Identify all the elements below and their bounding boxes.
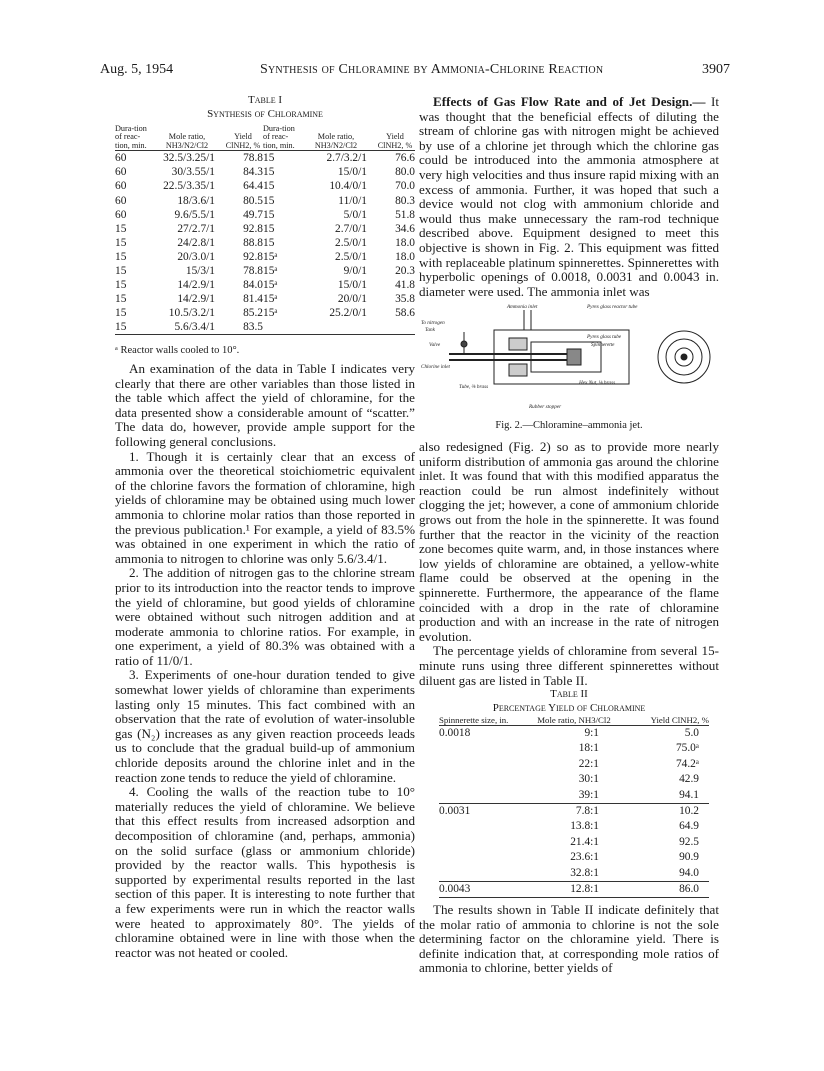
table-cell — [439, 819, 529, 834]
table-cell: 18.0 — [395, 236, 415, 249]
table-cell: 10.4/0/1 — [329, 180, 367, 193]
table-cell: 84.3 — [243, 166, 263, 179]
table-cell: 60 — [115, 208, 127, 221]
table-row — [115, 151, 415, 166]
table-cell: 90.9 — [679, 851, 699, 864]
table1-header-mole-ratio: Mole ratio, NH3/N2/Cl2 — [165, 132, 209, 150]
table-cell: 49.7 — [243, 208, 263, 221]
table-cell: 15 — [115, 236, 127, 249]
table1 — [115, 125, 415, 335]
table-row — [115, 264, 415, 278]
table-cell: 64.9 — [679, 820, 699, 833]
header-date: Aug. 5, 1954 — [100, 62, 174, 77]
table-cell: 92.8 — [243, 250, 263, 263]
table-row — [439, 804, 709, 820]
paragraph: The percentage yields of chloramine from several 15-minute runs using three different spinnerettes without diluent gas are listed in Table II. — [419, 643, 719, 688]
table-row — [439, 788, 709, 804]
header-page-number: 3907 — [702, 62, 730, 77]
table-row — [115, 236, 415, 250]
table-row — [115, 250, 415, 264]
table-cell: 9/0/1 — [343, 264, 367, 277]
label-ammonia-inlet: Ammonia inlet — [507, 304, 538, 310]
table-cell: 15ᵃ — [263, 264, 278, 277]
table-cell: 0.0031 — [439, 805, 471, 818]
table-cell: 27/2.7/1 — [177, 222, 215, 235]
table-cell: 15 — [115, 250, 127, 263]
table-cell: 18/3.6/1 — [177, 194, 215, 207]
table-cell: 11/0/1 — [338, 194, 367, 207]
table-cell: 15 — [263, 222, 275, 235]
table-cell: 92.8 — [243, 222, 263, 235]
table1-title: Synthesis of Chloramine — [207, 108, 323, 120]
table-cell: 15 — [263, 236, 275, 249]
table-cell: 5.6/3.4/1 — [174, 321, 215, 334]
table-cell: 7.8:1 — [575, 805, 599, 818]
right-column-top — [419, 95, 719, 299]
table-cell: 20.3 — [395, 264, 415, 277]
table2-label: Table II — [550, 688, 588, 700]
table-cell: 64.4 — [243, 180, 263, 193]
table-cell: 15 — [263, 152, 275, 165]
table-row — [115, 306, 415, 320]
table-cell: 39:1 — [529, 788, 619, 804]
table-cell: 60 — [115, 152, 127, 165]
paragraph: 3. Experiments of one-hour duration tended to give somewhat lower yields of chloramine than experiments lasting only 15 minutes. This fact combined with an observation that the rate of evolution of water-insoluble gas (N₂) increases as any given reaction proceeds leads us to conclude that the gradual build-up of ammonium chloride deposits around the chlorine inlet and in the reaction zone tends to reduce the yield of chloramine. — [115, 667, 415, 785]
table-cell: 15 — [263, 180, 275, 193]
table-cell: 70.0 — [395, 180, 415, 193]
table2-title: Percentage Yield of Chloramine — [492, 702, 646, 714]
table-cell: 60 — [115, 166, 127, 179]
label-hex-nut: Hex.Nut, ⅛ brass — [579, 380, 616, 386]
table-cell: 88.8 — [243, 236, 263, 249]
table-cell: 22:1 — [578, 757, 599, 770]
table-cell: 25.2/0/1 — [329, 307, 367, 320]
table-cell — [439, 772, 529, 787]
paragraph: It was thought that the beneficial effects of diluting the stream of chlorine gas with nitrogen might be achieved by use of a chlorine jet through which the chlorine gas could be introduced into the ammonia atmosphere at very high velocities and thus insure rapid mixing with an excess of ammonia. Further, it was hoped that such a device would not clog with ammonium chloride and would thus make unnecessary the ram-rod technique described above. Equipment designed to meet this objective is shown in Fig. 2. This equipment was fitted with replaceable platinum spinnerettes. Spinnerettes with hyperbolic openings of 0.0018, 0.0031 and 0.0043 in. diameter were used. The ammonia inlet was — [419, 94, 720, 299]
lower-stopper — [509, 364, 527, 376]
table-row — [115, 165, 415, 179]
table-cell: 5/0/1 — [343, 208, 367, 221]
table-row — [439, 741, 709, 756]
table-cell: 80.3 — [395, 194, 415, 207]
table-cell: 15 — [115, 321, 127, 334]
label-tube-brass: Tube, ⅜ brass — [459, 384, 489, 390]
table2-header-yield: Yield ClNH2, % — [650, 715, 709, 725]
table-cell: 81.4 — [243, 293, 263, 306]
table1-header-duration: Dura-tion of reac-tion, min. — [115, 124, 147, 150]
valve-icon — [461, 341, 467, 347]
table-cell: 15 — [115, 264, 127, 277]
table1-label: Table I — [247, 94, 283, 106]
table-cell: 2.5/0/1 — [335, 250, 367, 263]
table-cell: 2.5/0/1 — [335, 236, 367, 249]
table-cell: 74.2ᵃ — [675, 757, 699, 770]
table-cell — [439, 757, 529, 772]
table-cell: 2.7/0/1 — [335, 222, 367, 235]
table-cell: 84.0 — [243, 279, 263, 292]
table-row — [439, 882, 709, 898]
label-pyrex-tube: Pyrex glass tube — [587, 334, 622, 340]
paragraph: 4. Cooling the walls of the reaction tube to 10° materially reduces the yield of chloramine. We believe that this effect results from increased adsorption and decomposition of chloramine (and, perhaps, ammonia) on the solid surface (glass or ammonium chloride) provided by the reactor walls. This hypothesis is supported by experimental results reported in the last section of this paper. It is interesting to note further that a few experiments were run in which the reactor walls were heated to approximately 80°. The yields of chloramine obtained were in line with those when the reactor was not heated or cooled. — [115, 784, 415, 960]
table-cell: 15/0/1 — [337, 166, 367, 179]
label-reactor-tube: Pyrex glass reactor tube — [587, 304, 638, 310]
table-cell: 21.4:1 — [570, 835, 599, 848]
table-cell: 15 — [115, 293, 127, 306]
table-cell: 9.6/5.5/1 — [174, 208, 215, 221]
table2 — [439, 716, 709, 898]
spinnerette-shape — [567, 349, 581, 365]
table-cell: 51.8 — [395, 208, 415, 221]
table-cell: 15/3/1 — [185, 264, 215, 277]
table-row — [439, 772, 709, 787]
table-cell: 15 — [115, 279, 127, 292]
header-title: Synthesis of Chloramine by Ammonia-Chlorine Reaction — [260, 62, 604, 77]
table-cell: 10.2 — [679, 805, 699, 818]
table-cell: 14/2.9/1 — [177, 279, 215, 292]
table-cell: 20/3.0/1 — [177, 250, 215, 263]
paragraph: 2. The addition of nitrogen gas to the chlorine stream prior to its introduction into the reactor tends to improve the yield of chloramine, but good yields of chloramine were obtained without such nitrogen addition and at moderate ammonia to chlorine ratios. For example, in one experiment, a yield of 80.3% was obtained with a ratio of 11/0/1. — [115, 565, 415, 668]
table-cell: 15 — [115, 222, 127, 235]
table-cell: 42.9 — [679, 773, 699, 786]
table-cell: 15ᵃ — [263, 307, 278, 320]
table-cell: 80.0 — [395, 166, 415, 179]
table-cell: 5.0 — [684, 727, 699, 739]
table-cell: 76.6 — [395, 152, 415, 165]
table2-header-mole-ratio: Mole ratio, NH3/Cl2 — [537, 715, 611, 725]
table-cell: 58.6 — [395, 307, 415, 320]
table1-footnote: ᵃ Reactor walls cooled to 10°. — [115, 345, 240, 356]
table-cell: 32.5/3.25/1 — [163, 152, 215, 165]
table-cell: 22.5/3.35/1 — [163, 180, 215, 193]
table-cell: 83.5 — [243, 321, 263, 334]
table-row — [439, 866, 709, 882]
table-cell: 18:1 — [578, 742, 599, 755]
left-column — [115, 362, 415, 960]
table-cell: 10.5/3.2/1 — [168, 307, 215, 320]
right-column-middle — [419, 440, 719, 688]
table-row — [115, 179, 415, 193]
table-cell: 60 — [115, 180, 127, 193]
table-cell: 15 — [263, 194, 275, 207]
table-cell: 15 — [263, 208, 275, 221]
figure-2-diagram — [419, 302, 719, 420]
table-cell — [439, 850, 529, 865]
paragraph: The results shown in Table II indicate definitely that the molar ratio of ammonia to chlorine is not the sole determining factor on the chloramine yield. There is definite indication that, at corresponding mole ratios of ammonia to chlorine, better yields of — [419, 902, 719, 976]
table1-header-row — [115, 125, 415, 151]
figure-2-caption: Fig. 2.—Chloramine–ammonia jet. — [495, 420, 643, 431]
table-row — [439, 757, 709, 772]
table-cell: 15ᵃ — [263, 293, 278, 306]
paragraph: also redesigned (Fig. 2) so as to provide more nearly uniform distribution of ammonia gas around the chlorine inlet. It was found that with this modified apparatus the reaction could be run almost indefinitely without clogging the jet; however, a cone of ammonium chloride grows out from the hole in the spinnerette. It was found further that the reactor in the vicinity of the reaction zone becomes quite warm, and, in those instances where low yields of chloramine are obtained, a yellow-white flame could be observed at the opening in the spinnerette. Furthermore, the appearance of the flame coincided with a drop in the rate of chloramine production and with an increase in the rate of nitrogen evolution. — [419, 439, 719, 644]
table-cell: 18.0 — [395, 250, 415, 263]
table-cell: 15ᵃ — [263, 279, 278, 292]
table-cell: 75.0ᵃ — [675, 742, 699, 755]
label-valve: Valve — [429, 342, 441, 348]
table-cell: 86.0 — [619, 882, 709, 898]
table-cell: 20/0/1 — [337, 293, 367, 306]
label-to-nitrogen: To nitrogen — [421, 320, 445, 326]
table-cell: 14/2.9/1 — [177, 293, 215, 306]
label-rubber-stopper: Rubber stopper — [529, 404, 562, 410]
table-row — [439, 835, 709, 850]
table-cell: 30:1 — [578, 773, 599, 786]
table1-header-yield-2: Yield ClNH2, % — [377, 132, 413, 150]
table-cell: 94.0 — [619, 866, 709, 882]
table2-header-row — [439, 716, 709, 726]
table-cell: 60 — [115, 194, 127, 207]
table-cell: 23.6:1 — [570, 851, 599, 864]
table-cell — [439, 741, 529, 756]
label-tank: Tank — [425, 327, 435, 333]
table1-header-duration-2: Dura-tion of reac-tion, min. — [263, 124, 295, 150]
table-cell: 2.7/3.2/1 — [326, 152, 367, 165]
label-spinnerette: Spinnerette — [591, 342, 615, 348]
table-row — [115, 278, 415, 292]
table1-body — [115, 151, 415, 335]
table-cell: 34.6 — [395, 222, 415, 235]
table-cell: 9:1 — [584, 727, 599, 739]
table-cell: 15 — [263, 166, 275, 179]
table-cell: 30/3.55/1 — [171, 166, 215, 179]
table-cell: 24/2.8/1 — [177, 236, 215, 249]
table-cell: 85.2 — [243, 307, 263, 320]
table-cell: 0.0018 — [439, 727, 471, 739]
table-row — [115, 292, 415, 306]
table-cell — [375, 320, 415, 335]
table-cell: 13.8:1 — [570, 820, 599, 833]
table-cell: 15 — [115, 307, 127, 320]
table-cell: 78.8 — [243, 264, 263, 277]
section-heading: Effects of Gas Flow Rate and of Jet Design.— — [433, 94, 706, 109]
table1-header-mole-ratio-2: Mole ratio, NH3/N2/Cl2 — [314, 132, 358, 150]
table-row — [115, 194, 415, 208]
table-row — [439, 726, 709, 742]
table-cell: 12.8:1 — [529, 882, 619, 898]
table2-body — [439, 726, 709, 898]
table-cell: 80.5 — [243, 194, 263, 207]
table-row — [115, 222, 415, 236]
table-cell: 15/0/1 — [337, 279, 367, 292]
table-cell: 94.1 — [619, 788, 709, 804]
table-cell — [263, 320, 297, 335]
table1-header-yield: Yield ClNH2, % — [225, 132, 261, 150]
table-cell: 0.0043 — [439, 882, 529, 898]
table2-header-size: Spinnerette size, in. — [439, 715, 509, 725]
table-cell: 78.8 — [243, 152, 263, 165]
table-row — [115, 208, 415, 222]
table-row — [439, 850, 709, 865]
paragraph: 1. Though it is certainly clear that an excess of ammonia over the theoretical stoichiometric equivalent of the chlorine favors the formation of chloramine, high yields of chloramine may be obtained using much lower ammonia to chlorine molar ratios than those reported in the previous publication.¹ For example, a yield of 83.5% was obtained in one experiment in which the ratio of ammonia to nitrogen to chlorine was only 5.6/3.4/1. — [115, 448, 415, 566]
table-cell: 92.5 — [679, 835, 699, 848]
table-cell: 41.8 — [395, 279, 415, 292]
right-column-bottom — [419, 903, 719, 976]
table-cell: 35.8 — [395, 293, 415, 306]
table-cell — [297, 320, 375, 335]
table-cell: 32.8:1 — [529, 866, 619, 882]
table-cell: 15ᵃ — [263, 250, 278, 263]
running-header — [100, 62, 730, 82]
upper-stopper — [509, 338, 527, 350]
paragraph: An examination of the data in Table I indicates very clearly that there are other variables than those listed in the table which affect the yield of chloramine, for the data presented show a considerable amount of “scatter.” The data do, however, provide ample support for the following general conclusions. — [115, 361, 415, 449]
table-cell — [439, 866, 529, 882]
table-row — [439, 819, 709, 834]
table-cell — [439, 835, 529, 850]
label-chlorine-inlet: Chlorine inlet — [421, 364, 450, 370]
table-cell — [439, 788, 529, 804]
table-row — [115, 320, 415, 335]
